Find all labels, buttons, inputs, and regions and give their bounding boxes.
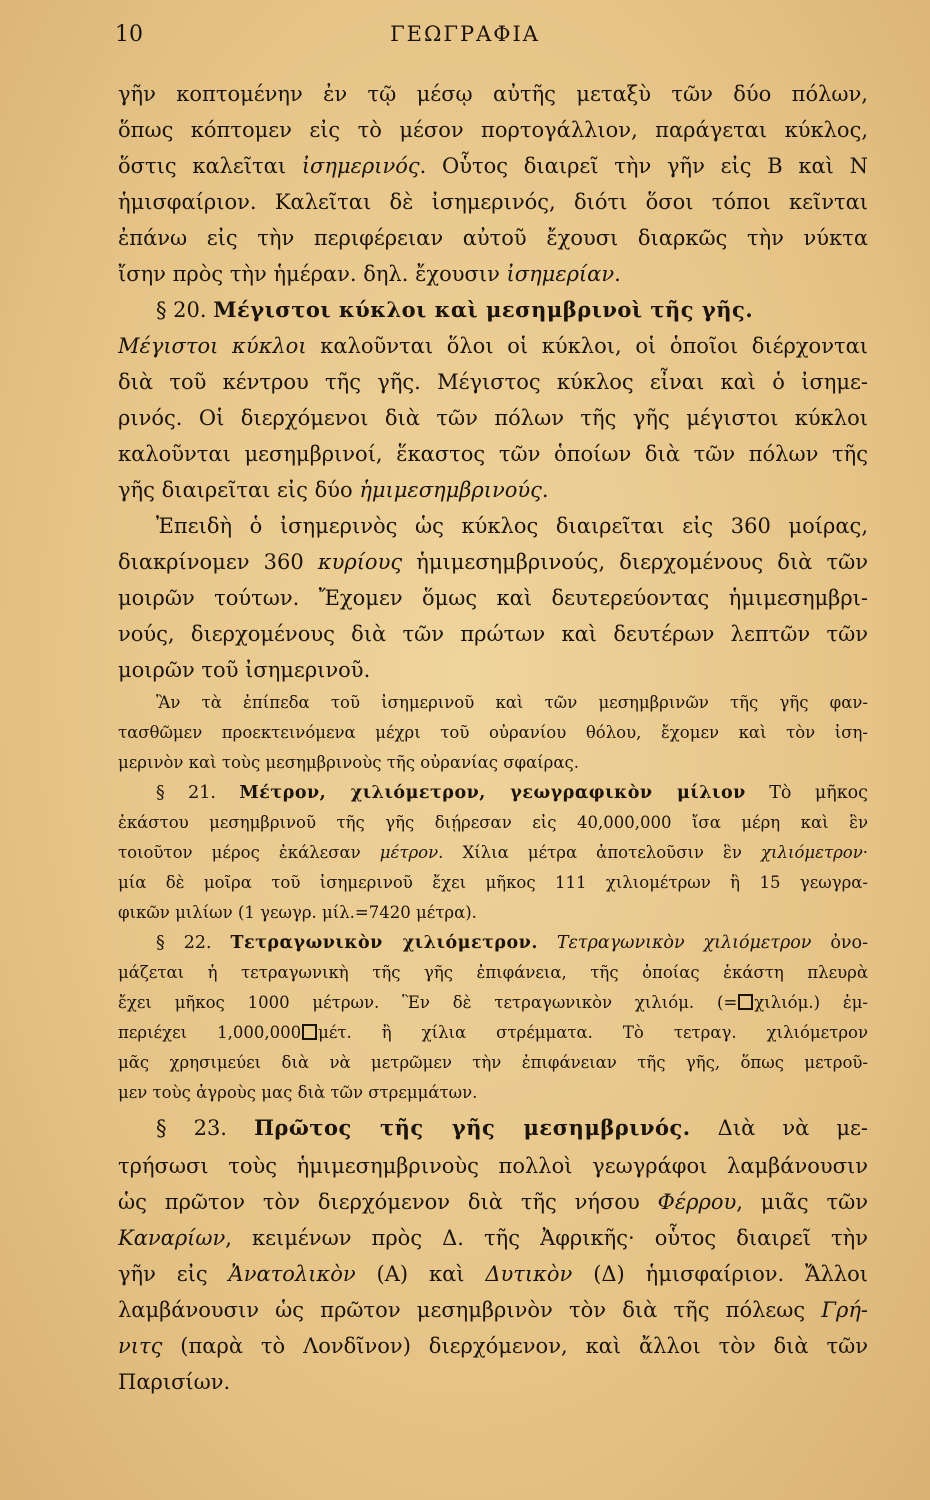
- text-line: Παρισίων.: [118, 1370, 231, 1394]
- section-heading-21: § 21. Μέτρον, χιλιόμετρον, γεωγραφικὸν μίλιον Τὸ μῆκος: [156, 783, 868, 803]
- text-line: Καναρίων, κειμένων πρὸς Δ. τῆς Ἀφρικῆς· οὗτος διαιρεῖ τὴν: [118, 1226, 868, 1250]
- italic-term: Γρή-: [821, 1298, 868, 1322]
- note-line: τασθῶμεν προεκτεινόμενα μέχρι τοῦ οὐρανίου θόλου, ἔχομεν καὶ τὸν ἰση-: [118, 723, 868, 742]
- section-number: § 20.: [156, 298, 207, 322]
- text-line: ἡμισφαίριον. Καλεῖται δὲ ἰσημερινός, διότι ὅσοι τόποι κεῖνται: [118, 190, 868, 214]
- text-line: τρήσωσι τοὺς ἡμιμεσημβρινοὺς πολλοὶ γεωγράφοι λαμβάνουσιν: [118, 1154, 868, 1178]
- section-title: Μέτρον, χιλιόμετρον, γεωγραφικὸν μίλιον: [239, 783, 746, 803]
- page-number: 10: [115, 22, 143, 47]
- text-line: ρινός. Οἱ διερχόμενοι διὰ τῶν πόλων τῆς γῆς μέγιστοι κύκλοι: [118, 406, 868, 430]
- note-line: φικῶν μιλίων (1 γεωγρ. μίλ.=7420 μέτρα).: [118, 903, 477, 922]
- italic-term: ἡμιμεσημβρινούς: [359, 478, 542, 502]
- italic-term: ἰσημερινός: [301, 154, 420, 178]
- italic-term: Δυτικὸν: [485, 1262, 573, 1286]
- italic-term: χιλιόμετρον: [761, 843, 863, 862]
- section-number: § 23.: [156, 1116, 227, 1140]
- text-line: ὅπως κόπτομεν εἰς τὸ μέσον πορτογάλλιον, παράγεται κύκλος,: [118, 118, 868, 142]
- note-line: μία δὲ μοῖρα τοῦ ἰσημερινοῦ ἔχει μῆκος 111 χιλιομέτρων ἢ 15 γεωγρα-: [118, 873, 868, 892]
- section-heading-22: § 22. Τετραγωνικὸν χιλιόμετρον. Τετραγωνικὸν χιλιόμετρον ὀνο-: [156, 933, 868, 953]
- text-line: ὅστις καλεῖται ἰσημερινός. Οὗτος διαιρεῖ τὴν γῆν εἰς Β καὶ Ν: [118, 154, 868, 178]
- text-line: ἴσην πρὸς τὴν ἡμέραν. δηλ. ἔχουσιν ἰσημερίαν.: [118, 262, 621, 286]
- note-line: τοιοῦτον μέρος ἐκάλεσαν μέτρον. Χίλια μέτρα ἀποτελοῦσιν ἓν χιλιόμετρον·: [118, 843, 868, 862]
- italic-term: μέτρον: [379, 843, 439, 862]
- italic-term: Καναρίων: [118, 1226, 226, 1250]
- section-title: Πρῶτος τῆς γῆς μεσημβρινός.: [254, 1115, 691, 1140]
- text-line: γῆν κοπτομένην ἐν τῷ μέσῳ αὐτῆς μεταξὺ τῶν δύο πόλων,: [118, 82, 868, 106]
- note-line: μάζεται ἡ τετραγωνικὴ τῆς γῆς ἐπιφάνεια, τῆς ὁποίας ἑκάστη πλευρὰ: [118, 963, 868, 982]
- note-line: ἑκάστου μεσημβρινοῦ τῆς γῆς διῄρεσαν εἰς 40,000,000 ἴσα μέρη καὶ ἓν: [118, 813, 868, 832]
- note-line: ἔχει μῆκος 1000 μέτρων. Ἓν δὲ τετραγωνικὸν χιλιόμ. (= χιλιόμ.) ἐμ-: [118, 993, 868, 1012]
- text-line: λαμβάνουσιν ὡς πρῶτον μεσημβρινὸν τὸν διὰ τῆς πόλεως Γρή-: [118, 1298, 868, 1322]
- italic-term: ἰσημερίαν: [506, 262, 615, 286]
- italic-term: Μέγιστοι κύκλοι: [118, 334, 307, 358]
- section-heading-23: § 23. Πρῶτος τῆς γῆς μεσημβρινός. Διὰ νὰ με-: [156, 1115, 868, 1140]
- section-title: Μέγιστοι κύκλοι καὶ μεσημβρινοὶ τῆς γῆς.: [213, 297, 754, 322]
- italic-term: Φέρρου: [657, 1190, 737, 1214]
- note-line: Ἂν τὰ ἐπίπεδα τοῦ ἰσημερινοῦ καὶ τῶν μεσημβρινῶν τῆς γῆς φαν-: [156, 693, 868, 712]
- note-line: περιέχει 1,000,000 μέτ. ἢ χίλια στρέμματα. Τὸ τετραγ. χιλιόμετρον: [118, 1023, 868, 1042]
- text-line: ἐπάνω εἰς τὴν περιφέρειαν αὐτοῦ ἔχουσι διαρκῶς τὴν νύκτα: [118, 226, 868, 250]
- note-line: μᾶς χρησιμεύει διὰ νὰ μετρῶμεν τὴν ἐπιφάνειαν τῆς γῆς, ὅπως μετροῦ-: [118, 1053, 868, 1072]
- square-symbol-icon: [302, 1024, 317, 1040]
- text-line: διὰ τοῦ κέντρου τῆς γῆς. Μέγιστος κύκλος εἶναι καὶ ὁ ἰσημε-: [118, 370, 868, 394]
- square-symbol-icon: [738, 994, 753, 1010]
- text-line: νιτς (παρὰ τὸ Λονδῖνον) διερχόμενον, καὶ ἄλλοι τὸν διὰ τῶν: [118, 1334, 868, 1358]
- text-line: Ἐπειδὴ ὁ ἰσημερινὸς ὡς κύκλος διαιρεῖται εἰς 360 μοίρας,: [156, 514, 868, 538]
- text-line: μοιρῶν τούτων. Ἔχομεν ὅμως καὶ δευτερεύοντας ἡμιμεσημβρι-: [118, 586, 868, 610]
- italic-term: κυρίους: [317, 550, 403, 574]
- text-line: νούς, διερχομένους διὰ τῶν πρώτων καὶ δευτέρων λεπτῶν τῶν: [118, 622, 868, 646]
- text-line: γῆς διαιρεῖται εἰς δύο ἡμιμεσημβρινούς.: [118, 478, 549, 502]
- section-number: § 22.: [156, 933, 212, 953]
- text-line: ὡς πρῶτον τὸν διερχόμενον διὰ τῆς νήσου Φέρρου, μιᾶς τῶν: [118, 1190, 868, 1214]
- text-line: Μέγιστοι κύκλοι καλοῦνται ὅλοι οἱ κύκλοι, οἱ ὁποῖοι διέρχονται: [118, 334, 868, 358]
- text-line: καλοῦνται μεσημβρινοί, ἕκαστος τῶν ὁποίων διὰ τῶν πόλων τῆς: [118, 442, 868, 466]
- running-head: [0, 22, 930, 56]
- section-number: § 21.: [156, 783, 216, 803]
- italic-term: Ἀνατολικὸν: [228, 1262, 356, 1286]
- text-line: διακρίνομεν 360 κυρίους ἡμιμεσημβρινούς, διερχομένους διὰ τῶν: [118, 550, 868, 574]
- italic-term: Τετραγωνικὸν χιλιόμετρον: [537, 933, 812, 953]
- note-line: μερινὸν καὶ τοὺς μεσημβρινοὺς τῆς οὐρανίας σφαίρας.: [118, 753, 579, 772]
- section-title: Τετραγωνικὸν χιλιόμετρον.: [230, 933, 538, 953]
- body-text: [118, 76, 868, 1400]
- running-title: ΓΕΩΓΡΑΦΙΑ: [390, 22, 540, 46]
- note-line: μεν τοὺς ἀγροὺς μας διὰ τῶν στρεμμάτων.: [118, 1083, 478, 1102]
- text-line: μοιρῶν τοῦ ἰσημερινοῦ.: [118, 658, 371, 682]
- section-heading-20: [118, 292, 868, 328]
- italic-term: νιτς: [118, 1334, 163, 1358]
- text-line: γῆν εἰς Ἀνατολικὸν (Α) καὶ Δυτικὸν (Δ) ἡμισφαίριον. Ἄλλοι: [118, 1262, 868, 1286]
